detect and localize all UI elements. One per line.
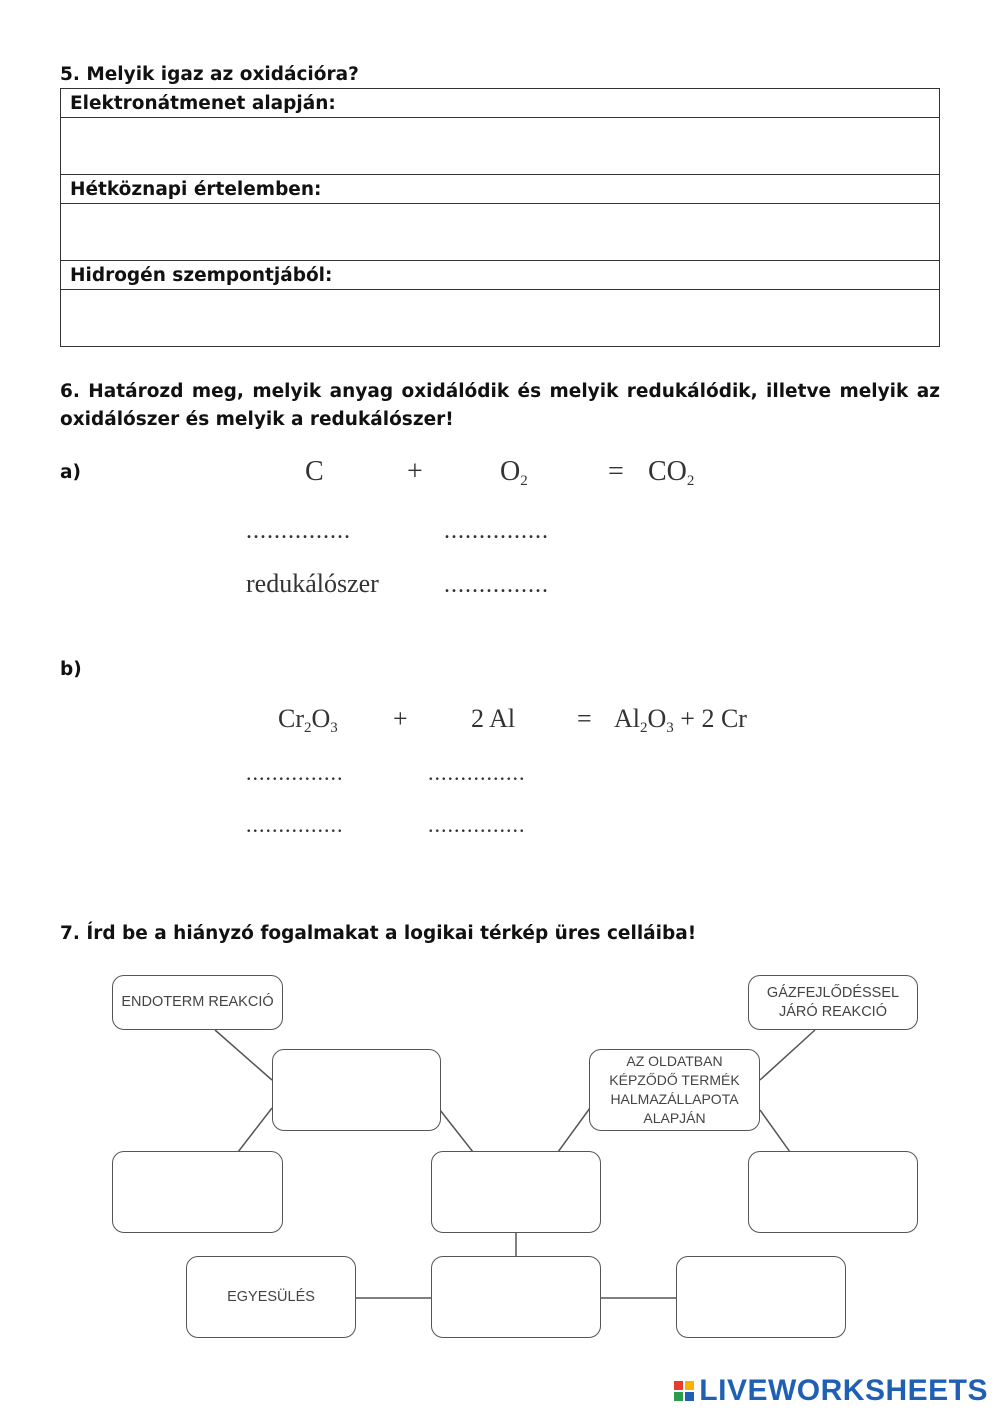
- empty-cell-bottom-center[interactable]: [431, 1256, 601, 1338]
- row-label-electron: Elektronátmenet alapján:: [61, 89, 940, 118]
- logo-mark-icon: [674, 1381, 694, 1401]
- reactant-al: 2 Al: [471, 704, 516, 733]
- blank-a-2[interactable]: ...............: [444, 518, 549, 544]
- blank-a-1[interactable]: ...............: [246, 518, 351, 544]
- part-a-label: a): [60, 462, 81, 483]
- logo-text: LIVEWORKSHEETS: [699, 1374, 988, 1407]
- reactant-cr2o3: $Cr_2O_3$: [278, 704, 338, 736]
- products-al2o3-cr: $Al_2O_3 + 2$ Cr: [614, 704, 747, 736]
- plus-sign-b: +: [393, 704, 408, 733]
- row-label-everyday: Hétköznapi értelemben:: [61, 175, 940, 204]
- plus-sign-a: +: [407, 456, 423, 487]
- blank-b-2[interactable]: ...............: [428, 760, 526, 785]
- empty-cell-bottom-right[interactable]: [676, 1256, 846, 1338]
- blank-a-3[interactable]: ...............: [444, 572, 549, 598]
- empty-cell-left[interactable]: [112, 1151, 283, 1233]
- reducing-agent-label: redukálószer: [246, 569, 379, 598]
- question-5-title: 5. Melyik igaz az oxidációra?: [60, 64, 359, 85]
- blank-b-4[interactable]: ...............: [428, 812, 526, 837]
- box-solution-product-state: AZ OLDATBAN KÉPZŐDŐ TERMÉK HALMAZÁLLAPOTA ALAPJÁN: [589, 1049, 760, 1131]
- reactant-c: C: [305, 456, 324, 487]
- row-label-hydrogen: Hidrogén szempontjából:: [61, 261, 940, 290]
- blank-b-3[interactable]: ...............: [246, 812, 344, 837]
- blank-b-1[interactable]: ...............: [246, 760, 344, 785]
- empty-cell-upper-left[interactable]: [272, 1049, 441, 1131]
- box-endoterm-reaction: ENDOTERM REAKCIÓ: [112, 975, 283, 1030]
- box-combination: EGYESÜLÉS: [186, 1256, 356, 1338]
- equals-sign-a: =: [608, 456, 624, 487]
- product-co2: $CO_2$: [648, 456, 695, 489]
- question-7-title: 7. Írd be a hiányzó fogalmakat a logikai térkép üres celláiba!: [60, 923, 697, 944]
- empty-cell-center[interactable]: [431, 1151, 601, 1233]
- question-6-title: 6. Határozd meg, melyik anyag oxidálódik és melyik redukálódik, illetve melyik az oxidálószer és melyik a redukálószer!: [60, 381, 940, 430]
- empty-cell-right[interactable]: [748, 1151, 918, 1233]
- part-b-label: b): [60, 659, 82, 680]
- reactant-o2: $O_2$: [500, 456, 528, 489]
- equals-sign-b: =: [577, 704, 592, 733]
- liveworksheets-logo: [674, 1374, 988, 1408]
- box-gas-evolving-reaction: GÁZFEJLŐDÉSSEL JÁRÓ REAKCIÓ: [748, 975, 918, 1030]
